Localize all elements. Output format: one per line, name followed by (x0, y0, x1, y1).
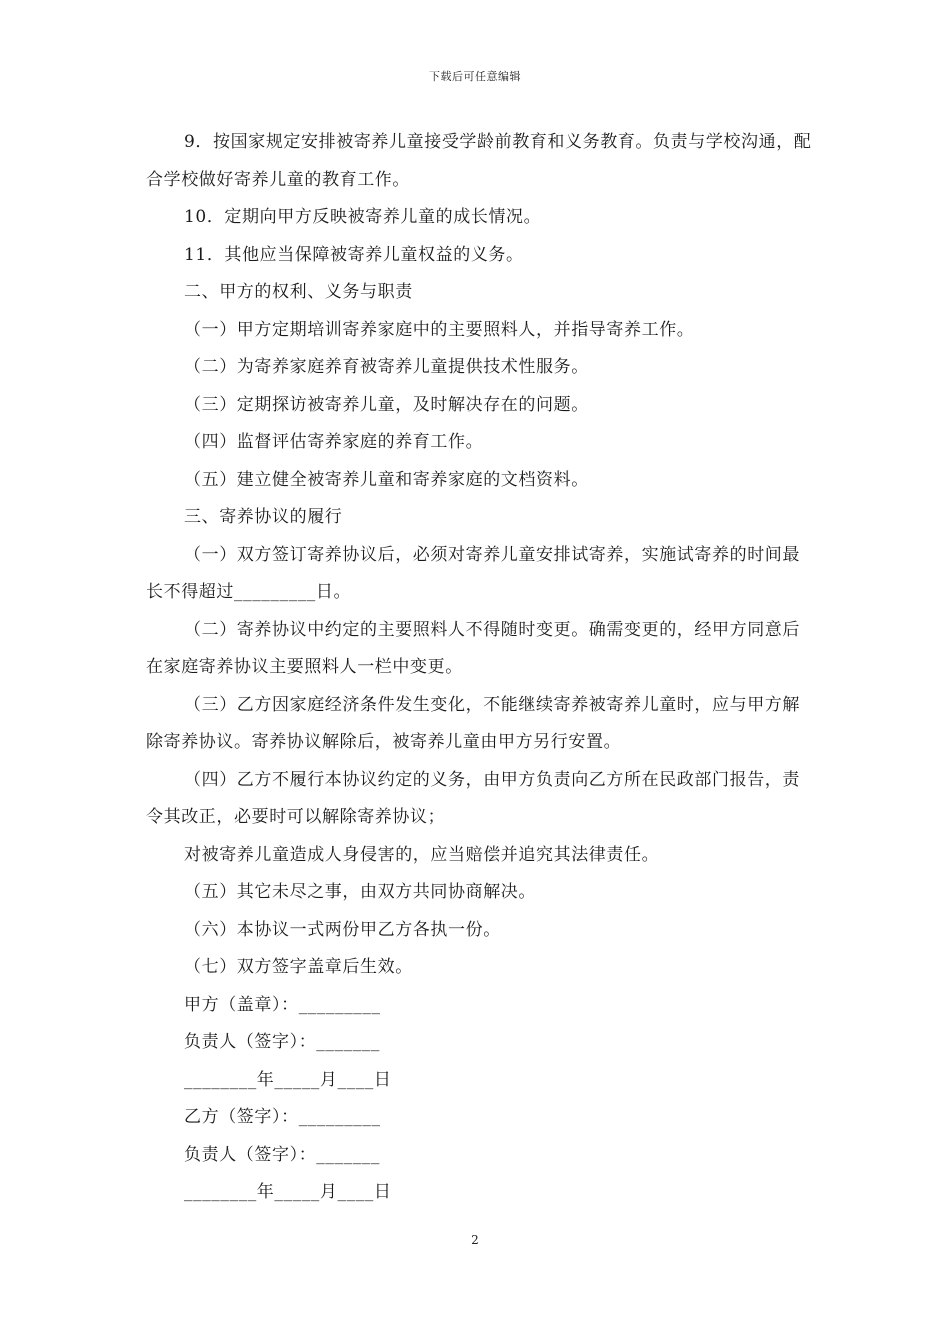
performance-item-4: （四）乙方不履行本协议约定的义务，由甲方负责向乙方所在民政部门报告，责令其改正，必要时可以解除寄养协议； (146, 769, 800, 827)
party-a-seal-line: 甲方（盖章）：_________ (184, 994, 381, 1015)
party-b-signatory-line: 负责人（签字）：_______ (184, 1144, 380, 1165)
party-b-date-line: ________年_____月____日 (184, 1182, 392, 1202)
party-b-signature-line: 乙方（签字）：_________ (184, 1107, 381, 1127)
party-a-item-5: （五）建立健全被寄养儿童和寄养家庭的文档资料。 (184, 469, 589, 490)
section-heading-performance: 三、寄养协议的履行 (184, 507, 343, 527)
performance-item-2: （二）寄养协议中约定的主要照料人不得随时变更。确需变更的，经甲方同意后在家庭寄养协议主要照料人一栏中变更。 (146, 619, 800, 677)
page-header: 下载后可任意编辑 (429, 70, 521, 83)
performance-item-1: （一）双方签订寄养协议后，必须对寄养儿童安排试寄养，实施试寄养的时间最长不得超过_________日。 (146, 544, 800, 602)
party-a-item-1: （一）甲方定期培训寄养家庭中的主要照料人，并指导寄养工作。 (184, 319, 695, 340)
party-a-signatory-line: 负责人（签字）：_______ (184, 1032, 380, 1052)
performance-item-7: （七）双方签字盖章后生效。 (184, 957, 413, 977)
clause-11: 11．其他应当保障被寄养儿童权益的义务。 (184, 244, 524, 265)
performance-item-5: （五）其它未尽之事，由双方共同协商解决。 (184, 882, 536, 902)
document-body (146, 124, 812, 1212)
clause-10: 10．定期向甲方反映被寄养儿童的成长情况。 (184, 207, 542, 227)
page-number: 2 (471, 1233, 479, 1247)
performance-item-3: （三）乙方因家庭经济条件发生变化，不能继续寄养被寄养儿童时，应与甲方解除寄养协议。寄养协议解除后，被寄养儿童由甲方另行安置。 (146, 694, 800, 752)
party-a-item-4: （四）监督评估寄养家庭的养育工作。 (184, 432, 484, 452)
party-a-item-3: （三）定期探访被寄养儿童，及时解决存在的问题。 (184, 394, 589, 415)
section-heading-party-a: 二、甲方的权利、义务与职责 (184, 282, 413, 302)
performance-item-4-continued: 对被寄养儿童造成人身侵害的，应当赔偿并追究其法律责任。 (184, 844, 660, 865)
clause-9: 9．按国家规定安排被寄养儿童接受学龄前教育和义务教育。负责与学校沟通，配合学校做好寄养儿童的教育工作。 (146, 132, 812, 190)
party-a-date-line: ________年_____月____日 (184, 1069, 392, 1090)
performance-item-6: （六）本协议一式两份甲乙方各执一份。 (184, 919, 501, 940)
party-a-item-2: （二）为寄养家庭养育被寄养儿童提供技术性服务。 (184, 357, 589, 377)
